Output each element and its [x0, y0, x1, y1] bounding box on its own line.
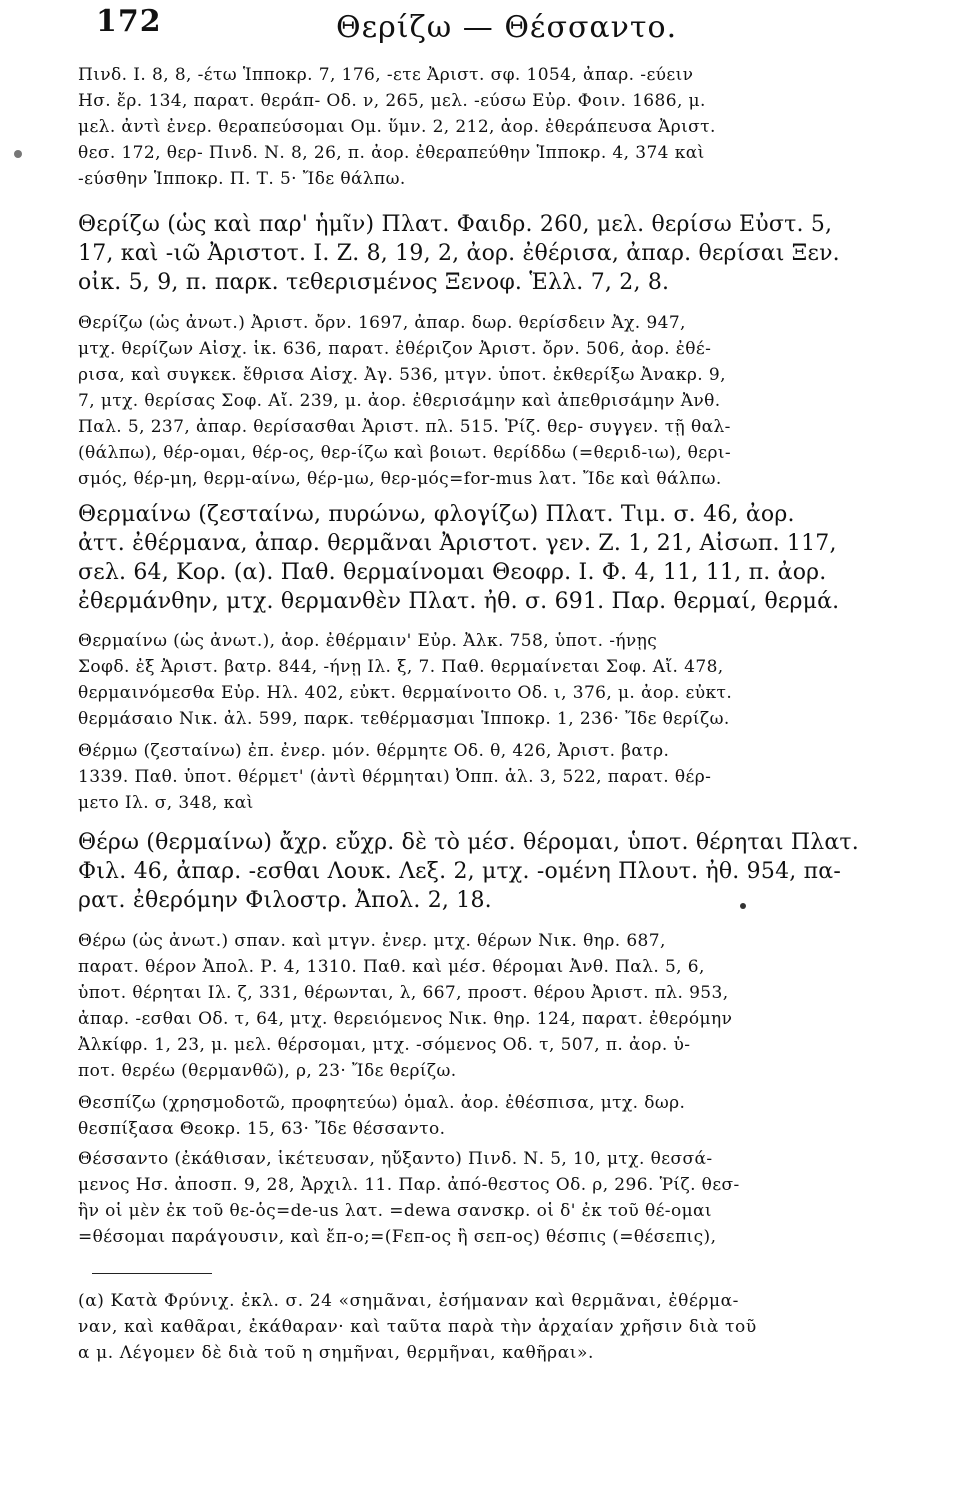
entry-therapeuo-continuation: [78, 62, 866, 192]
entry-line: θεσπίξασα Θεοκρ. 15, 63· Ἴδε θέσσαντο.: [78, 1119, 446, 1139]
entry-line: παρατ. θέρον Ἀπολ. Ρ. 4, 1310. Παθ. καὶ μέσ. θέρομαι Ἀνθ. Παλ. 5, 6,: [78, 957, 705, 977]
entry-line: ρισα, καὶ συγκεκ. ἔθρισα Αἰσχ. Ἀγ. 536, μτγν. ὑποτ. ἐκθερίξω Ἀνακρ. 9,: [78, 365, 726, 385]
entry-line: μετο Ιλ. σ, 348, καὶ: [78, 793, 254, 813]
footnote-line: ναν, καὶ καθᾶραι, ἐκάθαραν· καὶ ταῦτα παρὰ τὴν ἀρχαίαν χρῆσιν διὰ τοῦ: [78, 1317, 757, 1337]
entry-line: ρατ. ἐθερόμην Φιλοστρ. Ἀπολ. 2, 18.: [78, 888, 492, 913]
page-number: 172: [96, 4, 162, 39]
ink-spot: [14, 150, 22, 158]
entry-line: ἀπαρ. -εσθαι Οδ. τ, 64, μτχ. θερειόμενος Νικ. θηρ. 124, παρατ. ἐθερόμην: [78, 1009, 733, 1029]
entry-line: Θέσσαντο (ἐκάθισαν, ἱκέτευσαν, ηὔξαντο) Πινδ. Ν. 5, 10, μτχ. θεσσά-: [78, 1149, 713, 1169]
entry-line: Φιλ. 46, ἀπαρ. -εσθαι Λουκ. Λεξ. 2, μτχ. -ομένη Πλουτ. ἠθ. 954, πα-: [78, 859, 842, 884]
entry-thespizo: [78, 1090, 866, 1142]
entry-line: σελ. 64, Κορ. (α). Παθ. θερμαίνομαι Θεοφρ. Ι. Φ. 4, 11, 11, π. ἀορ.: [78, 560, 827, 585]
entry-thermo: [78, 738, 866, 816]
page-header: [96, 4, 896, 48]
entry-thessanto: [78, 1146, 866, 1250]
entry-thermaino-poetic: [78, 628, 866, 732]
entry-line: Θεσπίζω (χρησμοδοτῶ, προφητεύω) ὁμαλ. ἀορ. ἐθέσπισα, μτχ. δωρ.: [78, 1093, 686, 1113]
entry-line: μελ. ἀντὶ ἐνερ. θεραπεύσομαι Ομ. ὕμν. 2, 212, ἀορ. ἐθεράπευσα Ἀριστ.: [78, 117, 716, 137]
running-title: Θερίζω — Θέσσαντο.: [336, 10, 678, 45]
entry-thero-poetic: [78, 928, 866, 1084]
footnote-line: α μ. Λέγομεν δὲ διὰ τοῦ η σημῆναι, θερμῆναι, καθῆραι».: [78, 1343, 595, 1363]
entry-line: Θερμαίνω (ζεσταίνω, πυρώνω, φλογίζω) Πλατ. Τιμ. σ. 46, ἀορ.: [78, 502, 795, 527]
entry-line: Ἀλκίφρ. 1, 23, μ. μελ. θέρσομαι, μτχ. -σόμενος Οδ. τ, 507, π. ἀορ. ὑ-: [78, 1035, 691, 1055]
entry-line: 17, καὶ -ιῶ Ἀριστοτ. Ι. Ζ. 8, 19, 2, ἀορ. ἐθέρισα, ἀπαρ. θερίσαι Ξεν.: [78, 241, 840, 266]
entry-line: 1339. Παθ. ὑποτ. θέρμετ' (ἀντὶ θέρμηται) Ὀππ. ἁλ. 3, 522, παρατ. θέρ-: [78, 767, 712, 787]
entry-line: (θάλπω), θέρ-ομαι, θέρ-ος, θερ-ίζω καὶ βοιωτ. θερίδδω (=θεριδ-ιω), θερι-: [78, 443, 732, 463]
entry-line: θερμάσαιο Νικ. ἀλ. 599, παρκ. τεθέρμασμαι Ἱπποκρ. 1, 236· Ἴδε θερίζω.: [78, 709, 730, 729]
entry-therizo-poetic: [78, 310, 866, 492]
entry-thermaino-attic: [78, 500, 866, 616]
entry-line: Θερμαίνω (ὡς ἀνωτ.), ἀορ. ἐθέρμαιν' Εὐρ. Ἀλκ. 758, ὑποτ. -ήνῃς: [78, 631, 658, 651]
footnote-divider: [92, 1273, 212, 1274]
entry-line: θεσ. 172, θερ- Πινδ. Ν. 8, 26, π. ἀορ. ἐθεραπεύθην Ἱπποκρ. 4, 374 καὶ: [78, 143, 705, 163]
entry-line: -εύσθην Ἱπποκρ. Π. Τ. 5· Ἴδε θάλπω.: [78, 169, 406, 189]
entry-line: μενος Ησ. ἀποσπ. 9, 28, Ἀρχιλ. 11. Παρ. ἀπό-θεστος Οδ. ρ, 296. Ῥίζ. θεσ-: [78, 1175, 740, 1195]
entry-line: Θέρω (ὡς ἀνωτ.) σπαν. καὶ μτγν. ἐνερ. μτχ. θέρων Νικ. θηρ. 687,: [78, 931, 666, 951]
entry-line: Σοφδ. ἐξ Ἀριστ. βατρ. 844, -ήνῃ Ιλ. ξ, 7. Παθ. θερμαίνεται Σοφ. Αἴ. 478,: [78, 657, 724, 677]
ink-dot: [740, 903, 746, 909]
entry-line: σμός, θέρ-μη, θερμ-αίνω, θέρ-μω, θερ-μός=for-mus λατ. Ἴδε καὶ θάλπω.: [78, 469, 722, 489]
entry-line: Θέρω (θερμαίνω) ἄχρ. εὔχρ. δὲ τὸ μέσ. θέρομαι, ὑποτ. θέρηται Πλατ.: [78, 830, 859, 855]
entry-line: Ησ. ἔρ. 134, παρατ. θεράπ- Οδ. ν, 265, μελ. -εύσω Εὐρ. Φοιν. 1686, μ.: [78, 91, 706, 111]
entry-line: Θερίζω (ὡς καὶ παρ' ἡμῖν) Πλατ. Φαιδρ. 260, μελ. θερίσω Εὐστ. 5,: [78, 212, 833, 237]
entry-line: θερμαινόμεσθα Εὐρ. Ηλ. 402, εὐκτ. θερμαίνοιτο Οδ. ι, 376, μ. ἀορ. εὐκτ.: [78, 683, 733, 703]
entry-line: 7, μτχ. θερίσας Σοφ. Αἴ. 239, μ. ἀορ. ἐθερισάμην καὶ ἀπεθρισάμην Ἀνθ.: [78, 391, 721, 411]
entry-thero-attic: [78, 828, 866, 915]
footnote-line: (α) Κατὰ Φρύνιχ. ἐκλ. σ. 24 «σημᾶναι, ἐσήμαναν καὶ θερμᾶναι, ἐθέρμα-: [78, 1291, 740, 1311]
entry-line: μτχ. θερίζων Αἰσχ. ἱκ. 636, παρατ. ἐθέριζον Ἀριστ. ὄρν. 506, ἀορ. ἐθέ-: [78, 339, 712, 359]
entry-line: ὑποτ. θέρηται Ιλ. ζ, 331, θέρωνται, λ, 667, προστ. θέρου Ἀριστ. πλ. 953,: [78, 983, 729, 1003]
entry-line: Θέρμω (ζεσταίνω) ἐπ. ἐνερ. μόν. θέρμητε Οδ. θ, 426, Ἀριστ. βατρ.: [78, 741, 670, 761]
entry-line: =θέσομαι παράγουσιν, καὶ ἔπ-ο;=(Fεπ-ος ἢ σεπ-ος) θέσπις (=θέσεπις),: [78, 1227, 717, 1247]
entry-line: Πινδ. Ι. 8, 8, -έτω Ἱπποκρ. 7, 176, -ετε Ἀριστ. σφ. 1054, ἀπαρ. -εύειν: [78, 65, 694, 85]
entry-line: ἐθερμάνθην, μτχ. θερμανθὲν Πλατ. ἠθ. σ. 691. Παρ. θερμαί, θερμά.: [78, 589, 840, 614]
entry-therizo-attic: [78, 210, 866, 297]
entry-line: ἣν οἱ μὲν ἐκ τοῦ θε-ὁς=de-us λατ. =dewa σανσκρ. οἱ δ' ἐκ τοῦ θέ-ομαι: [78, 1201, 712, 1221]
entry-line: ἀττ. ἐθέρμανα, ἀπαρ. θερμᾶναι Ἀριστοτ. γεν. Ζ. 1, 21, Αἰσωπ. 117,: [78, 531, 837, 556]
entry-line: Θερίζω (ὡς ἀνωτ.) Ἀριστ. ὄρν. 1697, ἀπαρ. δωρ. θερίσδειν Ἀχ. 947,: [78, 313, 686, 333]
entry-line: Παλ. 5, 237, ἀπαρ. θερίσασθαι Ἀριστ. πλ. 515. Ῥίζ. θερ- συγγεν. τῇ θαλ-: [78, 417, 731, 437]
entry-line: ποτ. θερέω (θερμανθῶ), ρ, 23· Ἴδε θερίζω.: [78, 1061, 457, 1081]
footnote: [78, 1288, 866, 1366]
entry-line: οἰκ. 5, 9, π. παρκ. τεθερισμένος Ξενοφ. Ἑλλ. 7, 2, 8.: [78, 270, 670, 295]
